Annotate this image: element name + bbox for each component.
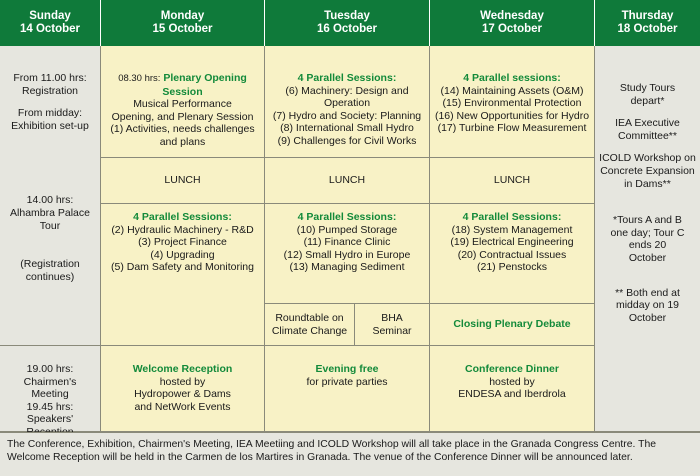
event-line: ENDESA and Iberdrola (458, 388, 566, 401)
session-line: (13) Managing Sediment (289, 261, 405, 274)
header-sunday (0, 0, 101, 46)
roundtable-climate-change (265, 304, 355, 346)
session-line: Musical Performance (133, 98, 232, 111)
sunday-evening (0, 346, 101, 432)
session-line: (7) Hydro and Society: Planning (272, 109, 422, 122)
sunday-chairmens-meeting: 19.00 hrs: Chairmen's Meeting (23, 363, 77, 401)
session-line: (5) Dam Safety and Monitoring (111, 261, 254, 274)
event-line: for private parties (306, 375, 388, 388)
session-line: (15) Environmental Protection (442, 97, 582, 110)
header-date: 17 October (481, 23, 543, 35)
header-date: 16 October (316, 23, 378, 35)
session-line: (21) Penstocks (476, 261, 548, 274)
footer-note: The Conference, Exhibition, Chairmen's Meeting, IEA Meetiing and ICOLD Workshop will all take place in the Granada Congress Centre. The Welcome Reception will be held in the Carmen de los Martires in Granada. The venue of the Conference Dinner will be announced later. (0, 432, 700, 476)
sunday-alhambra-tour: 14.00 hrs: Alhambra Palace Tour (10, 194, 90, 232)
thursday-tours-note: *Tours A and B one day; Tour C ends 20 October (610, 214, 685, 264)
sunday-daytime (0, 46, 101, 346)
wednesday-morning (430, 46, 595, 158)
header-wednesday (430, 0, 595, 46)
event-line: and NetWork Events (134, 400, 231, 413)
session-line: (2) Hydraulic Machinery - R&D (111, 223, 254, 236)
session-line: (16) New Opportunities for Hydro (434, 109, 590, 122)
session-line: (17) Turbine Flow Measurement (437, 122, 587, 135)
header-date: 18 October (617, 23, 678, 35)
session-line: (8) International Small Hydro (280, 122, 414, 135)
lunch-label: LUNCH (493, 174, 531, 187)
session-line: (6) Machinery: Design and Operation (285, 84, 409, 110)
sunday-registration: From 11.00 hrs: Registration (13, 72, 87, 97)
thursday-iea-committee: IEA Executive Committee** (615, 117, 680, 142)
roundtable-label: Roundtable on Climate Change (271, 311, 348, 337)
wednesday-afternoon (430, 204, 595, 304)
lunch-label: LUNCH (164, 174, 201, 187)
conference-dinner-title: Conference Dinner (465, 363, 559, 375)
session-line: (3) Project Finance (138, 236, 227, 249)
header-day: Wednesday (480, 10, 544, 22)
session-line: (19) Electrical Engineering (450, 236, 574, 249)
session-line: (14) Maintaining Assets (O&M) (440, 84, 584, 97)
session-line: (20) Contractual Issues (457, 248, 567, 261)
tuesday-morning (265, 46, 430, 158)
thursday-end-note: ** Both end at midday on 19 October (615, 286, 680, 324)
welcome-reception-title: Welcome Reception (132, 363, 233, 375)
wednesday-evening (430, 346, 595, 432)
wednesday-lunch (430, 158, 595, 204)
session-line: (11) Finance Clinic (303, 236, 391, 249)
session-line: (1) Activities, needs challenges (110, 123, 255, 136)
closing-plenary-debate (430, 304, 595, 346)
session-line: and plans (159, 135, 206, 148)
thursday-study-tours: Study Tours depart* (619, 82, 676, 107)
bha-label: BHA Seminar (372, 311, 412, 337)
header-monday (101, 0, 265, 46)
thursday-icold-workshop: ICOLD Workshop on Concrete Expansion in Dams** (599, 152, 696, 190)
header-date: 14 October (19, 23, 81, 35)
header-tuesday (265, 0, 430, 46)
monday-plenary-heading (101, 72, 264, 98)
tuesday-afternoon (265, 204, 430, 304)
header-date: 15 October (152, 23, 213, 35)
session-line: (9) Challenges for Civil Works (277, 134, 417, 147)
lunch-label: LUNCH (328, 174, 366, 187)
monday-lunch (101, 158, 265, 204)
wednesday-am-title: 4 Parallel sessions: (463, 72, 561, 84)
sunday-registration-continues: (Registration continues) (20, 258, 80, 283)
tuesday-evening (265, 346, 430, 432)
header-day: Sunday (29, 10, 71, 22)
sunday-exhibition: From midday: Exhibition set-up (11, 107, 89, 132)
header-day: Tuesday (324, 10, 370, 22)
wednesday-pm-title: 4 Parallel Sessions: (462, 211, 562, 223)
session-line: (18) System Management (451, 223, 573, 236)
thursday-column (595, 46, 700, 432)
tuesday-lunch (265, 158, 430, 204)
monday-pm-title: 4 Parallel Sessions: (133, 211, 232, 223)
tuesday-am-title: 4 Parallel Sessions: (297, 72, 397, 84)
tuesday-pm-title: 4 Parallel Sessions: (297, 211, 397, 223)
header-day: Monday (160, 10, 205, 22)
session-line: (12) Small Hydro in Europe (283, 248, 411, 261)
monday-afternoon (101, 204, 265, 346)
bha-seminar (355, 304, 430, 346)
session-line: Opening, and Plenary Session (111, 110, 254, 123)
header-day: Thursday (621, 10, 674, 22)
monday-morning (101, 46, 265, 158)
event-line: Hydropower & Dams (134, 388, 231, 401)
monday-plenary-title: Plenary Opening Session (162, 72, 247, 98)
header-thursday (595, 0, 700, 46)
closing-label: Closing Plenary Debate (453, 318, 571, 331)
session-line: (10) Pumped Storage (296, 223, 398, 236)
session-line: (4) Upgrading (150, 248, 215, 261)
sunday-speakers-reception: 19.45 hrs: Speakers' (26, 400, 74, 426)
event-line: hosted by (489, 375, 535, 388)
monday-plenary-time: 08.30 hrs: (118, 73, 161, 84)
evening-free-title: Evening free (315, 363, 379, 375)
event-line: hosted by (159, 375, 206, 388)
monday-evening (101, 346, 265, 432)
